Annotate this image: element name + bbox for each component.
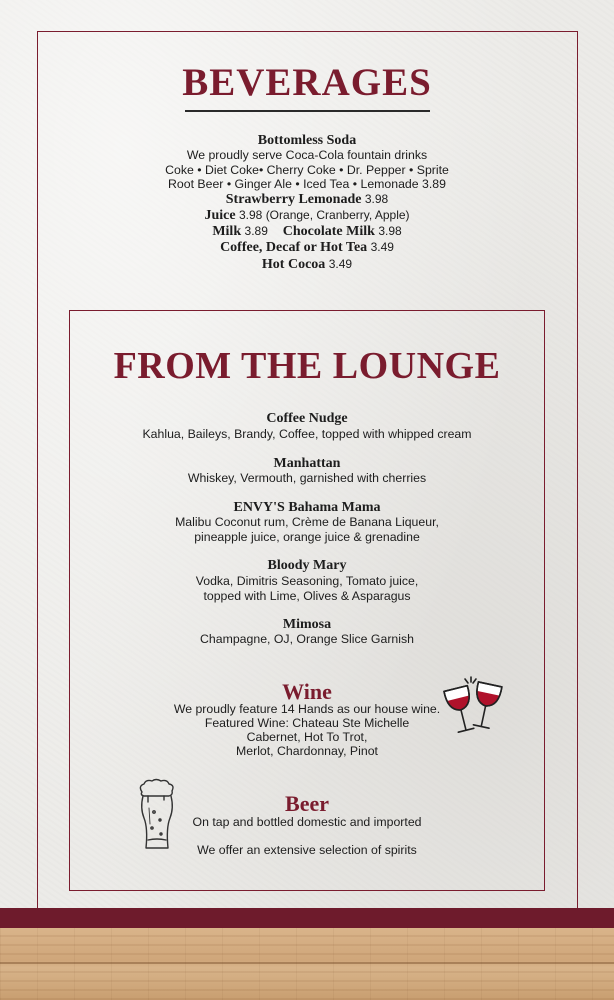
coffee-item: [0, 240, 614, 255]
chocolate-milk-name: Chocolate Milk: [282, 224, 375, 239]
wine-glasses-icon: [442, 676, 504, 738]
coffee-name: Coffee, Decaf or Hot Tea: [220, 240, 368, 255]
milk-item: [0, 224, 614, 239]
strawberry-lemonade-item: [0, 192, 614, 207]
beer-title: Beer: [285, 791, 329, 816]
bahama-mama-desc-2: pineapple juice, orange juice & grenadine: [194, 530, 420, 544]
wood-seam: [0, 962, 614, 964]
bloody-mary-name: Bloody Mary: [267, 558, 347, 573]
hot-cocoa-name: Hot Cocoa: [261, 257, 326, 272]
juice-detail: 3.98 (Orange, Cranberry, Apple): [239, 208, 410, 222]
wine-line-3: Cabernet, Hot To Trot,: [246, 730, 368, 744]
bahama-mama-name: ENVY'S Bahama Mama: [233, 500, 381, 515]
chocolate-milk-price: 3.98: [378, 224, 402, 238]
strawberry-lemonade-price: 3.98: [364, 192, 389, 206]
bloody-mary-desc-1: Vodka, Dimitris Seasoning, Tomato juice,: [195, 574, 419, 588]
strawberry-lemonade-name: Strawberry Lemonade: [225, 192, 362, 207]
coffee-nudge-desc: Kahlua, Baileys, Brandy, Coffee, topped with whipped cream: [142, 427, 472, 441]
footer-band: [0, 908, 614, 928]
coffee-nudge-name: Coffee Nudge: [266, 411, 348, 426]
juice-name: Juice: [204, 208, 236, 223]
wood-footer: [0, 928, 614, 1000]
coffee-price: 3.49: [370, 240, 394, 254]
beer-glass-icon: [134, 778, 180, 852]
beverages-title: BEVERAGES: [182, 61, 432, 104]
mimosa-name: Mimosa: [282, 617, 332, 632]
soda-line-2: Coke • Diet Coke• Cherry Coke • Dr. Pepper • Sprite: [165, 163, 449, 177]
title-divider: [185, 110, 430, 112]
manhattan-name: Manhattan: [273, 456, 341, 471]
lounge-title: FROM THE LOUNGE: [113, 345, 501, 387]
wine-line-1: We proudly feature 14 Hands as our house wine.: [173, 702, 441, 716]
juice-item: [0, 208, 614, 223]
hot-cocoa-item: [0, 257, 614, 272]
milk-name: Milk: [212, 224, 242, 239]
bloody-mary-desc-2: topped with Lime, Olives & Asparagus: [203, 589, 411, 603]
mimosa-desc: Champagne, OJ, Orange Slice Garnish: [200, 632, 414, 646]
spirits-line: We offer an extensive selection of spirits: [197, 843, 417, 857]
wine-title: Wine: [282, 679, 332, 704]
soda-line-1: We proudly serve Coca-Cola fountain drinks: [186, 148, 428, 162]
soda-line-3: Root Beer • Ginger Ale • Iced Tea • Lemonade 3.89: [168, 177, 446, 191]
milk-price: 3.89: [244, 224, 268, 238]
wine-line-2: Featured Wine: Chateau Ste Michelle: [204, 716, 410, 730]
wine-line-4: Merlot, Chardonnay, Pinot: [236, 744, 378, 758]
bahama-mama-desc-1: Malibu Coconut rum, Crème de Banana Liqueur,: [175, 515, 439, 529]
beer-line-1: On tap and bottled domestic and imported: [192, 815, 422, 829]
soda-name: Bottomless Soda: [257, 133, 357, 148]
hot-cocoa-price: 3.49: [328, 257, 353, 271]
manhattan-desc: Whiskey, Vermouth, garnished with cherries: [187, 471, 427, 485]
soda-item: [0, 133, 614, 148]
